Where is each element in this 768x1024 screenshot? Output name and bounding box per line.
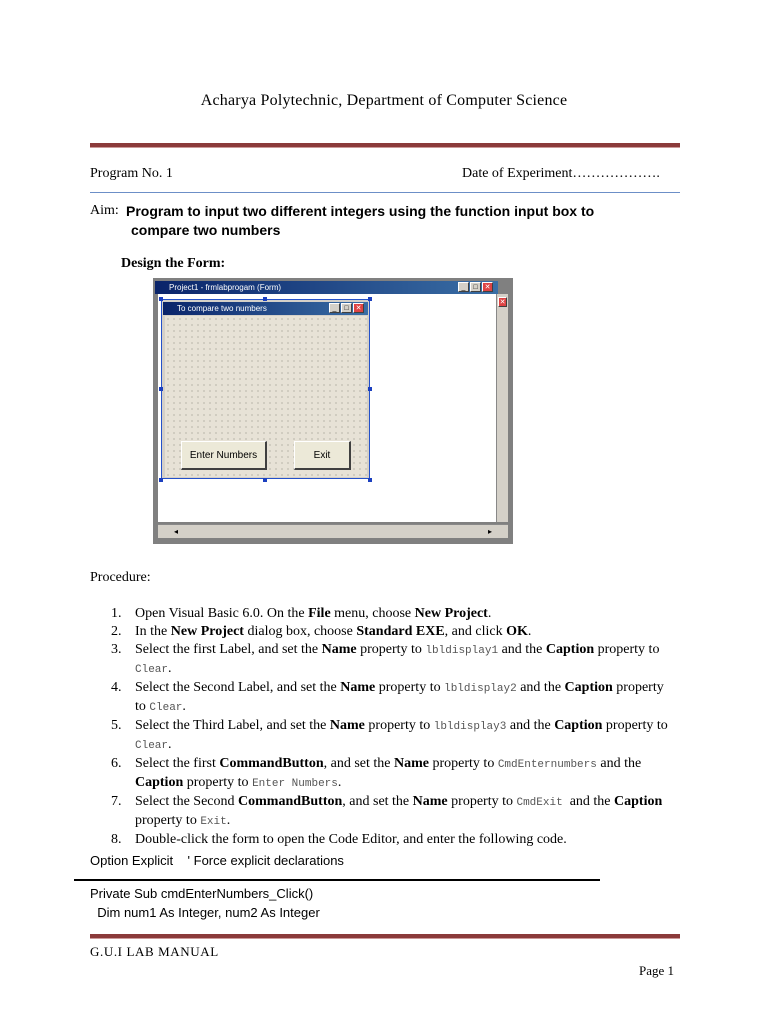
procedure-step	[90, 605, 675, 623]
minimize-icon: _	[329, 303, 340, 313]
horizontal-scrollbar	[158, 524, 508, 538]
aim-text-line2: compare two numbers	[131, 222, 281, 238]
minimize-icon: _	[458, 282, 469, 292]
step-text: Select the first CommandButton, and set the Name property to CmdEnternumbers and the Caption property to Enter Numbers.	[135, 756, 642, 790]
close-icon: ✕	[499, 299, 506, 306]
step-number: 1.	[111, 606, 122, 621]
maximize-icon: □	[470, 282, 481, 292]
procedure-step	[90, 793, 675, 831]
step-text: Double-click the form to open the Code Editor, and enter the following code.	[135, 832, 567, 847]
selection-handle	[368, 297, 372, 301]
selection-handle	[159, 297, 163, 301]
step-text: Select the Second CommandButton, and set the Name property to CmdExit and the Caption property to Exit.	[135, 794, 663, 828]
procedure-list	[90, 605, 675, 849]
form-title: To compare two numbers	[177, 304, 267, 313]
selection-handle	[368, 478, 372, 482]
exit-button: Exit	[294, 441, 351, 470]
step-text: Select the Third Label, and set the Name property to lbldisplay3 and the Caption property to Clear.	[135, 718, 668, 752]
step-text: In the New Project dialog box, choose Standard EXE, and click OK.	[135, 624, 532, 639]
procedure-step	[90, 717, 675, 755]
step-number: 6.	[111, 756, 122, 771]
procedure-step	[90, 623, 675, 641]
selection-handle	[263, 478, 267, 482]
close-icon: ✕	[482, 282, 493, 292]
step-number: 5.	[111, 718, 122, 733]
aim-text-line1: Program to input two different integers using the function input box to	[126, 203, 595, 219]
design-heading: Design the Form:	[121, 256, 226, 271]
step-text: Open Visual Basic 6.0. On the File menu, choose New Project.	[135, 606, 492, 621]
step-number: 3.	[111, 642, 122, 657]
program-number: Program No. 1	[90, 166, 173, 181]
header-divider	[90, 143, 680, 148]
vertical-scrollbar	[496, 294, 508, 522]
code-divider	[74, 879, 600, 881]
page-number: Page 1	[639, 963, 675, 978]
date-of-experiment: Date of Experiment……………….	[462, 166, 660, 181]
scroll-right-arrow-icon: ▸	[488, 527, 493, 536]
procedure-heading: Procedure:	[90, 570, 151, 585]
procedure-step	[90, 831, 675, 849]
selection-handle	[263, 297, 267, 301]
aim-label: Aim:	[90, 203, 119, 218]
step-number: 8.	[111, 832, 122, 847]
code-line-option-explicit: Option Explicit ' Force explicit declarations	[90, 853, 344, 868]
project-window-titlebar	[155, 281, 498, 294]
procedure-step	[90, 679, 675, 717]
procedure-step	[90, 641, 675, 679]
program-divider	[90, 192, 680, 193]
step-text: Select the Second Label, and set the Name property to lbldisplay2 and the Caption property to Clear.	[135, 680, 664, 714]
maximize-icon: □	[341, 303, 352, 313]
footer-manual-title: G.U.I LAB MANUAL	[90, 944, 219, 959]
selection-handle	[159, 478, 163, 482]
code-line-dim: Dim num1 As Integer, num2 As Integer	[90, 905, 320, 920]
step-number: 2.	[111, 624, 122, 639]
project-window-title: Project1 - frmlabprogam (Form)	[169, 283, 282, 292]
close-icon: ✕	[353, 303, 364, 313]
step-number: 4.	[111, 680, 122, 695]
step-number: 7.	[111, 794, 122, 809]
code-line-sub: Private Sub cmdEnterNumbers_Click()	[90, 886, 314, 901]
scroll-left-arrow-icon: ◂	[174, 527, 179, 536]
procedure-step	[90, 755, 675, 793]
step-text: Select the first Label, and set the Name property to lbldisplay1 and the Caption property to Clear.	[135, 642, 660, 676]
selection-handle	[159, 387, 163, 391]
footer-divider	[90, 934, 680, 939]
selection-handle	[368, 387, 372, 391]
enter-numbers-button: Enter Numbers	[181, 441, 267, 470]
page-header-title: Acharya Polytechnic, Department of Computer Science	[200, 92, 568, 109]
